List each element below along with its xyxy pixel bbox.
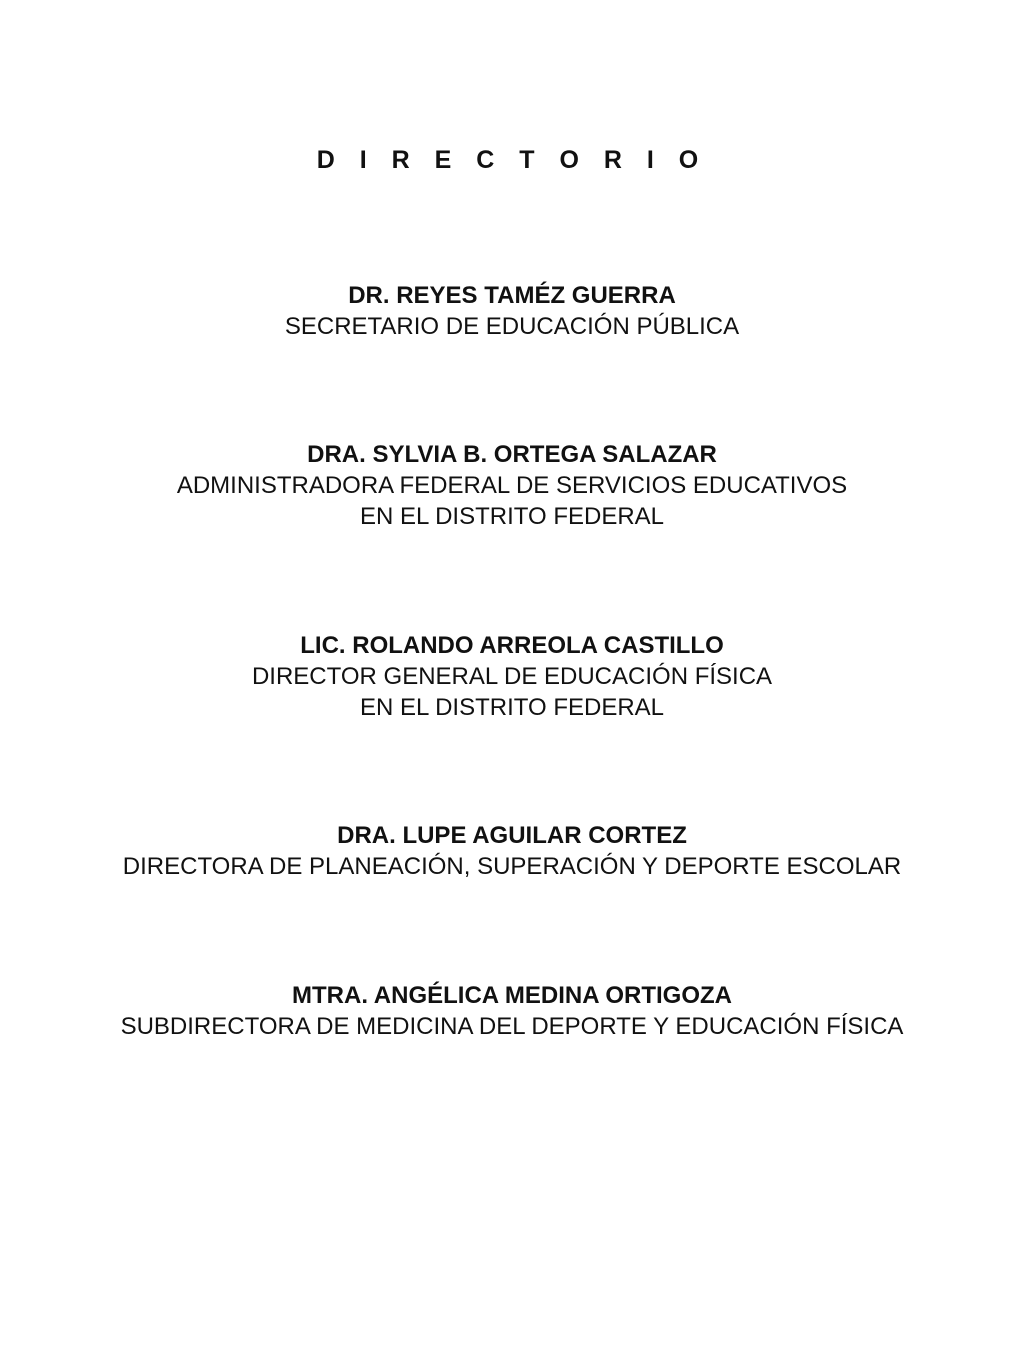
entry-name: DRA. LUPE AGUILAR CORTEZ bbox=[337, 822, 687, 849]
directory-entry-secretario bbox=[0, 280, 1024, 342]
entry-role-line: SECRETARIO DE EDUCACIÓN PÚBLICA bbox=[284, 313, 740, 340]
directory-entry-directora bbox=[0, 820, 1024, 882]
entry-role-line: SUBDIRECTORA DE MEDICINA DEL DEPORTE Y EDUCACIÓN FÍSICA bbox=[120, 1013, 904, 1040]
directory-entry-director bbox=[0, 630, 1024, 723]
page-title: D I R E C T O R I O bbox=[316, 146, 708, 174]
entry-name: DRA. SYLVIA B. ORTEGA SALAZAR bbox=[307, 441, 717, 468]
entry-name: LIC. ROLANDO ARREOLA CASTILLO bbox=[300, 632, 724, 659]
entry-role-line: ADMINISTRADORA FEDERAL DE SERVICIOS EDUCATIVOS bbox=[176, 472, 848, 499]
directory-entry-administradora bbox=[0, 439, 1024, 532]
directory-entry-subdirectora bbox=[0, 980, 1024, 1042]
entry-role-line: DIRECTORA DE PLANEACIÓN, SUPERACIÓN Y DEPORTE ESCOLAR bbox=[122, 853, 902, 880]
entry-role-line: EN EL DISTRITO FEDERAL bbox=[359, 694, 665, 721]
entry-name: DR. REYES TAMÉZ GUERRA bbox=[348, 282, 676, 309]
entry-role-line: EN EL DISTRITO FEDERAL bbox=[359, 503, 665, 530]
entry-name: MTRA. ANGÉLICA MEDINA ORTIGOZA bbox=[292, 982, 732, 1009]
entry-role-line: DIRECTOR GENERAL DE EDUCACIÓN FÍSICA bbox=[251, 663, 773, 690]
